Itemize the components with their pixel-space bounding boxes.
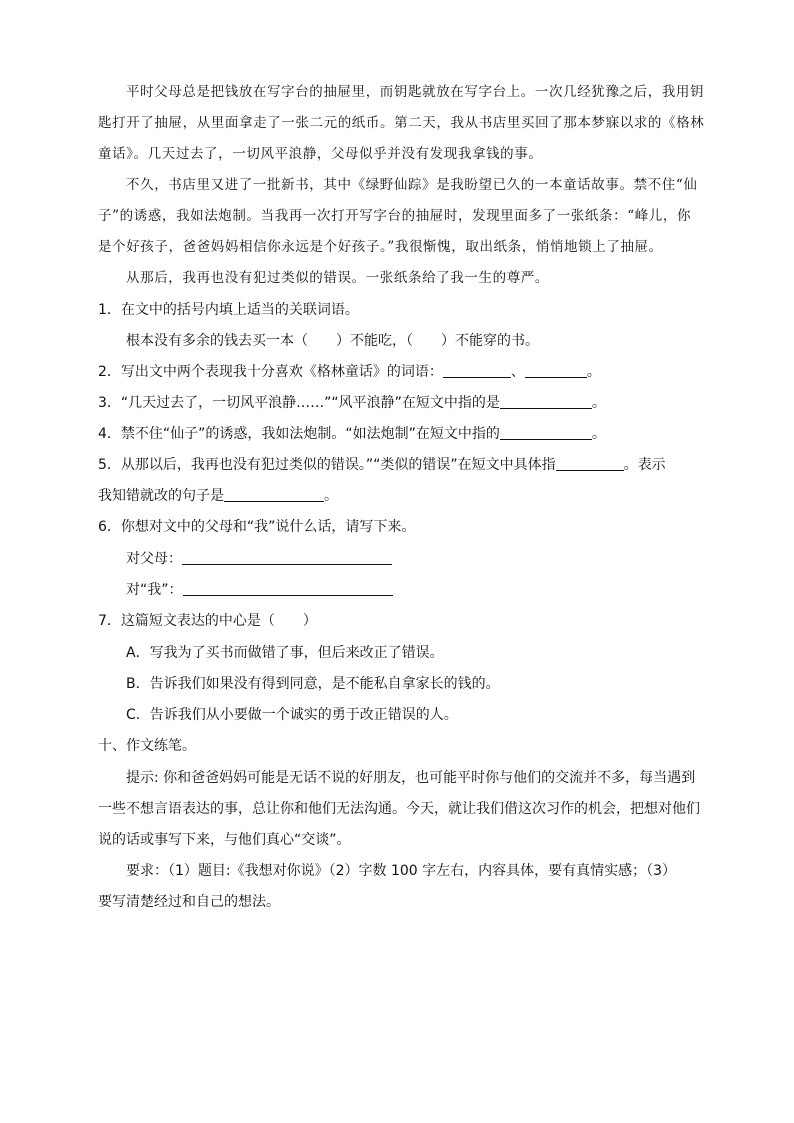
q2-answer-blank-2[interactable]	[525, 363, 587, 378]
question-6: 6．你想对文中的父母和“我”说什么话，请写下来。	[98, 519, 416, 535]
q5-text-2: 我知错就改的句子是	[98, 488, 224, 504]
q2-end: 。	[586, 364, 601, 380]
question-7: 7．这篇短文表达的中心是（ ）	[98, 613, 317, 629]
q1-text-b: ）不能吃，（	[336, 333, 413, 349]
composition-requirements: 要求：（1）题目:《我想对你说》（2）字数 100 字左右，内容具体，要有真情实感；（3）	[126, 863, 677, 879]
q6-me-line	[126, 580, 708, 600]
question-2	[98, 362, 708, 382]
q7-option-b[interactable]: B．告诉我们如果没有得到同意，是不能私自拿家长的钱的。	[126, 676, 500, 692]
q5-text: 5．从那以后，我再也没有犯过类似的错误。”“类似的错误”在短文中具体指	[98, 457, 556, 473]
passage-line: 从那后，我再也没有犯过类似的错误。一张纸条给了我一生的尊严。	[126, 270, 549, 286]
q6-parents-line	[126, 549, 708, 569]
q2-answer-blank-1[interactable]	[443, 363, 511, 378]
q5-answer-blank-2[interactable]	[224, 487, 324, 502]
q5-end: 。	[324, 488, 338, 504]
q5-text-end: 。表示	[623, 457, 666, 473]
passage-line: 平时父母总是把钱放在写字台的抽屉里，而钥匙就放在写字台上。一次几经犹豫之后，我用钥	[126, 84, 705, 100]
passage-line: 不久，书店里又进了一批新书，其中《绿野仙踪》是我盼望已久的一本童话故事。禁不住“仙	[126, 177, 698, 193]
question-3	[98, 393, 708, 413]
question-1-sentence	[126, 331, 708, 351]
q3-answer-blank[interactable]	[500, 394, 592, 409]
q7-option-c[interactable]: C．告诉我们从小要做一个诚实的勇于改正错误的人。	[126, 707, 458, 723]
composition-heading: 十、作文练笔。	[98, 738, 196, 754]
question-5	[98, 455, 708, 475]
passage-line: 童话》。几天过去了，一切风平浪静，父母似乎并没有发现我拿钱的事。	[98, 146, 543, 162]
q4-answer-blank[interactable]	[500, 425, 592, 440]
composition-hint: 一些不想言语表达的事，总让你和他们无法沟通。今天，就让我们借这次习作的机会，把想对他们	[98, 801, 700, 817]
q1-text-c: ）不能穿的书。	[441, 333, 539, 349]
question-5-cont	[98, 486, 708, 506]
q5-answer-blank-1[interactable]	[556, 456, 624, 471]
q3-text: 3．“几天过去了，一切风平浪静……”“风平浪静”在短文中指的是	[98, 395, 500, 411]
passage-line: 是个好孩子，爸爸妈妈相信你永远是个好孩子。”我很惭愧，取出纸条，悄悄地锁上了抽屉。	[98, 239, 663, 255]
passage-line: 匙打开了抽屉，从里面拿走了一张二元的纸币。第二天，我从书店里买回了那本梦寐以求的《格林	[98, 115, 705, 131]
q4-end: 。	[591, 426, 606, 442]
passage-line: 子”的诱惑，我如法炮制。当我再一次打开写字台的抽屉时，发现里面多了一张纸条：“峰儿，你	[98, 208, 692, 224]
q2-separator: 、	[510, 364, 525, 380]
q6-me-answer-blank[interactable]	[183, 581, 393, 596]
q4-text: 4．禁不住“仙子”的诱惑，我如法炮制。“如法炮制”在短文中指的	[98, 426, 500, 442]
q2-text: 2．写出文中两个表现我十分喜欢《格林童话》的词语：	[98, 364, 443, 380]
q3-end: 。	[591, 395, 606, 411]
composition-hint: 提示: 你和爸爸妈妈可能是无话不说的好朋友，也可能平时你与他们的交流并不多，每当遇到	[126, 770, 696, 786]
q7-option-a[interactable]: A．写我为了买书而做错了事，但后来改正了错误。	[126, 645, 444, 661]
composition-requirements: 要写清楚经过和自己的想法。	[98, 894, 280, 910]
q1-text-a: 根本没有多余的钱去买一本（	[126, 333, 308, 349]
question-4	[98, 424, 708, 444]
q6-me-label: 对“我”：	[126, 582, 183, 598]
composition-hint: 说的话或事写下来，与他们真心“交谈”。	[98, 832, 351, 848]
q6-parents-label: 对父母：	[126, 551, 182, 567]
q6-parents-answer-blank[interactable]	[182, 550, 392, 565]
question-1: 1．在文中的括号内填上适当的关联词语。	[98, 302, 359, 318]
